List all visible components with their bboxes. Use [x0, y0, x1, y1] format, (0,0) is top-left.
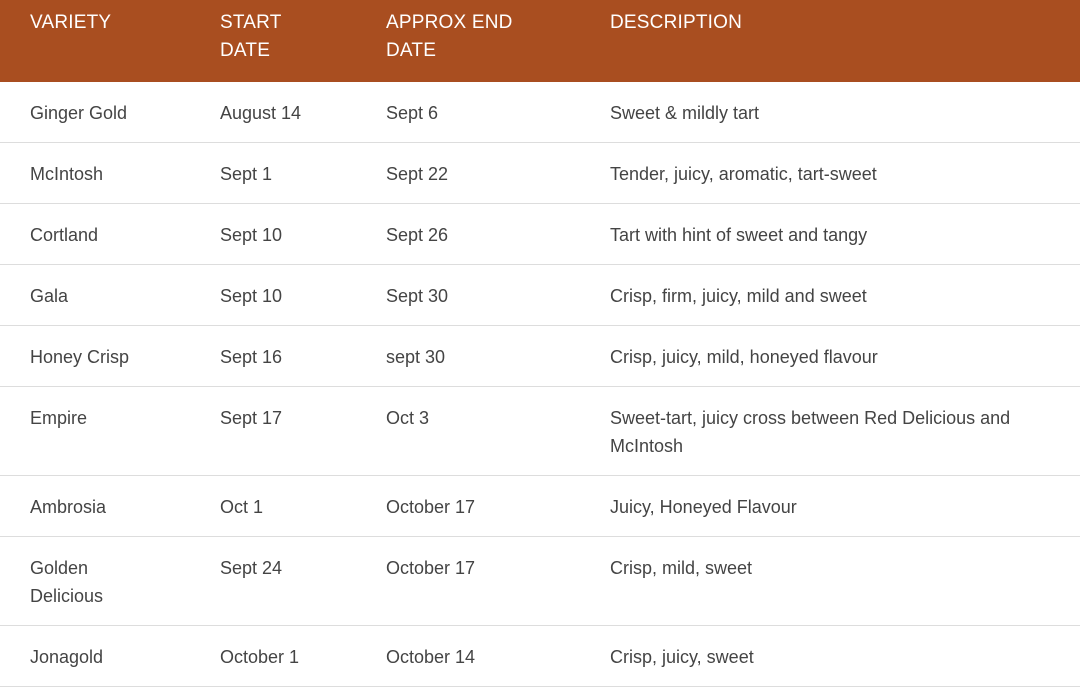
- cell-start-date: August 14: [220, 103, 302, 123]
- cell-variety: Empire: [30, 408, 88, 428]
- cell-variety: Ginger Gold: [30, 103, 128, 123]
- header-variety: [0, 0, 190, 82]
- table-row: [0, 265, 1080, 326]
- header-end-line2: DATE: [386, 40, 437, 61]
- cell-end-date: Sept 6: [386, 103, 439, 123]
- table-body: [0, 82, 1080, 687]
- header-end-date: [356, 0, 580, 82]
- cell-description: Tender, juicy, aromatic, tart-sweet: [610, 164, 877, 184]
- cell-end-date: sept 30: [386, 347, 446, 367]
- header-start-line2: DATE: [220, 40, 271, 61]
- cell-end-date: Sept 30: [386, 286, 449, 306]
- header-end-line1: APPROX END: [386, 12, 513, 33]
- cell-variety: Jonagold: [30, 647, 104, 667]
- cell-end-date: Sept 26: [386, 225, 449, 245]
- cell-end-date: Sept 22: [386, 164, 449, 184]
- cell-description: Crisp, juicy, sweet: [610, 647, 754, 667]
- table-row: [0, 476, 1080, 537]
- cell-description: Sweet & mildly tart: [610, 103, 760, 123]
- table-row: [0, 204, 1080, 265]
- cell-start-date: Sept 10: [220, 225, 283, 245]
- header-description: [580, 0, 1080, 82]
- cell-description: Crisp, mild, sweet: [610, 558, 753, 578]
- cell-variety: Gala: [30, 286, 69, 306]
- table-header: [0, 0, 1080, 82]
- header-start-line1: START: [220, 12, 282, 33]
- table-row: [0, 626, 1080, 687]
- table-row: [0, 143, 1080, 204]
- cell-start-date: Sept 17: [220, 408, 283, 428]
- cell-variety: McIntosh: [30, 164, 104, 184]
- header-start-date: [190, 0, 356, 82]
- cell-variety: Cortland: [30, 225, 99, 245]
- cell-variety: Honey Crisp: [30, 347, 130, 367]
- cell-start-date: Sept 16: [220, 347, 283, 367]
- cell-description: Crisp, juicy, mild, honeyed flavour: [610, 347, 878, 367]
- cell-end-date: October 17: [386, 497, 476, 517]
- cell-end-date: October 17: [386, 558, 476, 578]
- cell-description: Sweet-tart, juicy cross between Red Delicious and McIntosh: [610, 408, 1011, 456]
- table-row: [0, 326, 1080, 387]
- cell-start-date: October 1: [220, 647, 300, 667]
- cell-variety: Golden Delicious: [30, 558, 104, 606]
- cell-end-date: October 14: [386, 647, 476, 667]
- cell-start-date: Sept 24: [220, 558, 283, 578]
- cell-end-date: Oct 3: [386, 408, 430, 428]
- table-row: [0, 82, 1080, 143]
- header-row: [0, 0, 1080, 82]
- cell-start-date: Sept 10: [220, 286, 283, 306]
- cell-start-date: Oct 1: [220, 497, 264, 517]
- table-row: [0, 387, 1080, 476]
- cell-start-date: Sept 1: [220, 164, 273, 184]
- table-row: [0, 537, 1080, 626]
- cell-variety: Ambrosia: [30, 497, 107, 517]
- cell-description: Tart with hint of sweet and tangy: [610, 225, 868, 245]
- cell-description: Juicy, Honeyed Flavour: [610, 497, 797, 517]
- cell-description: Crisp, firm, juicy, mild and sweet: [610, 286, 867, 306]
- header-variety-label: VARIETY: [30, 12, 112, 33]
- header-description-label: DESCRIPTION: [610, 12, 743, 33]
